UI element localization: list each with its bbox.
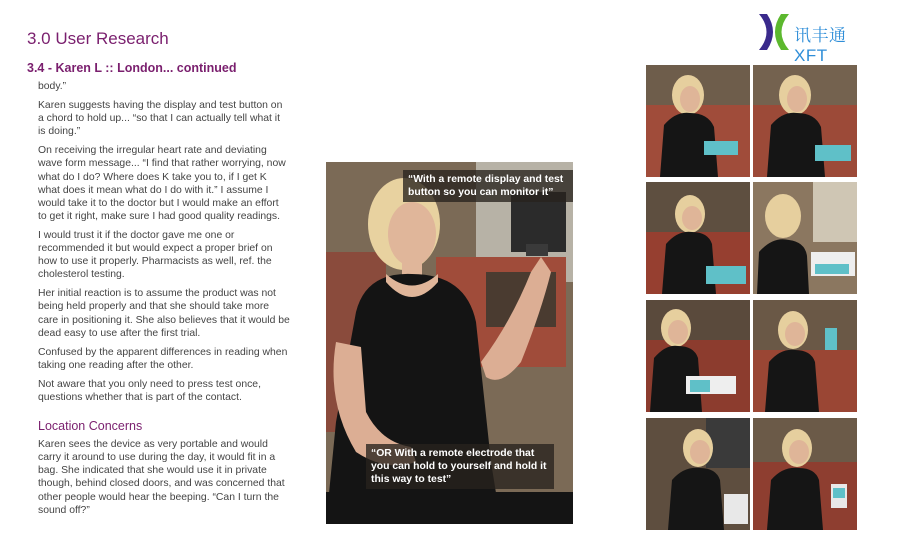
brand-logo	[757, 12, 877, 65]
thumbnail-photo	[646, 300, 750, 412]
xft-logo-icon	[757, 12, 791, 52]
body-text-column	[38, 80, 290, 523]
body-paragraph: I would trust it if the doctor gave me one or recommended it but would expect a proper brief on how to use it properly. Pharmacists as well, ref. the cholesterol testing.	[38, 229, 273, 281]
thumbnail-photo	[753, 182, 857, 294]
main-photo	[326, 162, 573, 524]
body-paragraph: Karen sees the device as very portable and would carry it around to use during the day, it would fit in a bag. She indicated that she would use it in private though, behind closed doors, and was concerned that other people would hear the beeping. “Can I turn the sound off?”	[38, 439, 285, 516]
body-paragraph: Karen suggests having the display and test button on a chord to hold up... “so that I can actually tell what it is doing.”	[38, 100, 283, 138]
body-paragraph: On receiving the irregular heart rate and deviating wave form message... “I find that rather worrying, now what do I do? Where does K take you to, if I get K what does it mean what do I do with it.” I assume I would take it to the doctor but I would make an effort to get it right, make sure I had good quality readings.	[38, 145, 286, 222]
location-concerns-heading: Location Concerns	[38, 419, 143, 434]
thumbnail-photo	[646, 182, 750, 294]
body-paragraph: Confused by the apparent differences in reading when taking one reading after the other.	[38, 346, 288, 371]
body-paragraph: Her initial reaction is to assume the product was not being held properly and that she should take more care in positioning it. She also believes that it would be dead easy to use after the first trial.	[38, 288, 290, 339]
photo-quote-top: “With a remote display and test button so you can monitor it”	[403, 170, 573, 202]
body-paragraph: body.”	[38, 81, 67, 92]
thumbnail-photo	[753, 300, 857, 412]
thumbnail-photo	[646, 418, 750, 530]
thumbnail-photo	[753, 65, 857, 177]
thumbnail-photo	[646, 65, 750, 177]
page-title: 3.0 User Research	[27, 29, 169, 48]
logo-text: 讯丰通XFT	[794, 26, 847, 65]
photo-quote-bottom: “OR With a remote electrode that you can hold to yourself and hold it this way to test”	[366, 444, 554, 489]
body-paragraph: Not aware that you only need to press test once, questions whether that is part of the contact.	[38, 378, 261, 403]
section-subtitle: 3.4 - Karen L :: London... continued	[27, 61, 237, 75]
thumbnail-photo	[753, 418, 857, 530]
